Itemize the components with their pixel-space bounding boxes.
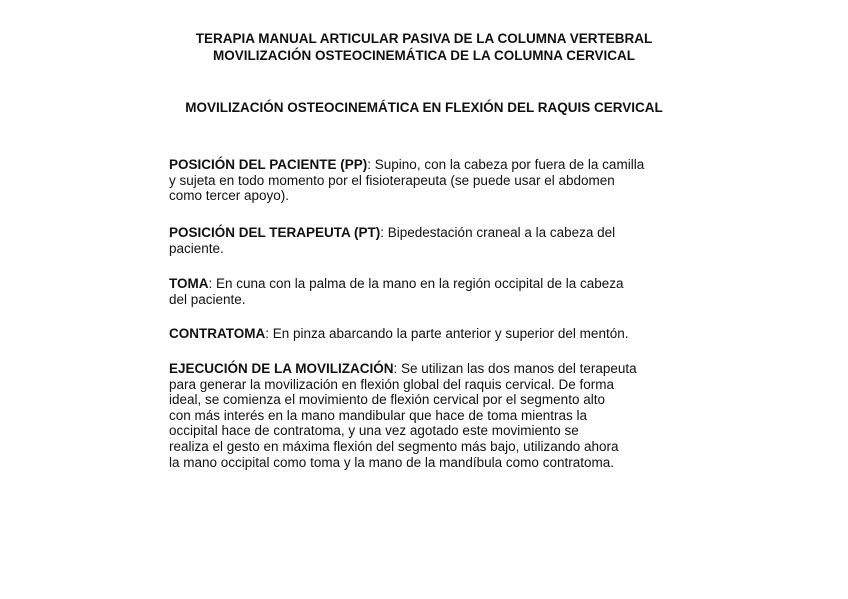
paragraph-contratoma [169,326,628,342]
paragraph-text: : En cuna con la palma de la mano en la región occipital de la cabeza [208,276,624,291]
paragraph-text: con más interés en la mano mandibular que hace de toma mientras la [169,407,587,423]
paragraph-text: ideal, se comienza el movimiento de flexión cervical por el segmento alto [169,392,605,408]
paragraph-toma [169,276,624,307]
paragraph-execution [169,361,637,470]
document-title-line-1: TERAPIA MANUAL ARTICULAR PASIVA DE LA COLUMNA VERTEBRAL [195,31,653,46]
paragraph-label: EJECUCIÓN DE LA MOVILIZACIÓN [169,361,394,376]
paragraph-text: : Supino, con la cabeza por fuera de la camilla [367,157,645,172]
paragraph-text: : En pinza abarcando la parte anterior y superior del mentón. [265,326,629,341]
paragraph-text: realiza el gesto en máxima flexión del segmento más bajo, utilizando ahora [169,438,619,454]
document-title-line-2: MOVILIZACIÓN OSTEOCINEMÁTICA DE LA COLUMNA CERVICAL [213,48,635,63]
paragraph-text: occipital hace de contratoma, y una vez agotado este movimiento se [169,423,579,439]
paragraph-label: POSICIÓN DEL TERAPEUTA (PT) [169,225,381,240]
section-subtitle: MOVILIZACIÓN OSTEOCINEMÁTICA EN FLEXIÓN DEL RAQUIS CERVICAL [185,100,663,115]
paragraph-text: la mano occipital como toma y la mano de la mandíbula como contratoma. [169,454,614,470]
paragraph-text: del paciente. [169,291,246,307]
paragraph-patient-position [169,157,644,204]
paragraph-label: TOMA [169,276,209,291]
paragraph-text: como tercer apoyo). [169,188,290,204]
paragraph-text: para generar la movilización en flexión global del raquis cervical. De forma [169,376,614,392]
paragraph-text: : Bipedestación craneal a la cabeza del [380,225,616,240]
paragraph-label: POSICIÓN DEL PACIENTE (PP) [169,157,368,172]
paragraph-label: CONTRATOMA [169,326,266,341]
paragraph-text: y sujeta en todo momento por el fisioterapeuta (se puede usar el abdomen [169,172,615,188]
paragraph-text: : Se utilizan las dos manos del terapeuta [393,361,637,376]
paragraph-therapist-position [169,225,615,256]
paragraph-text: paciente. [169,240,224,256]
